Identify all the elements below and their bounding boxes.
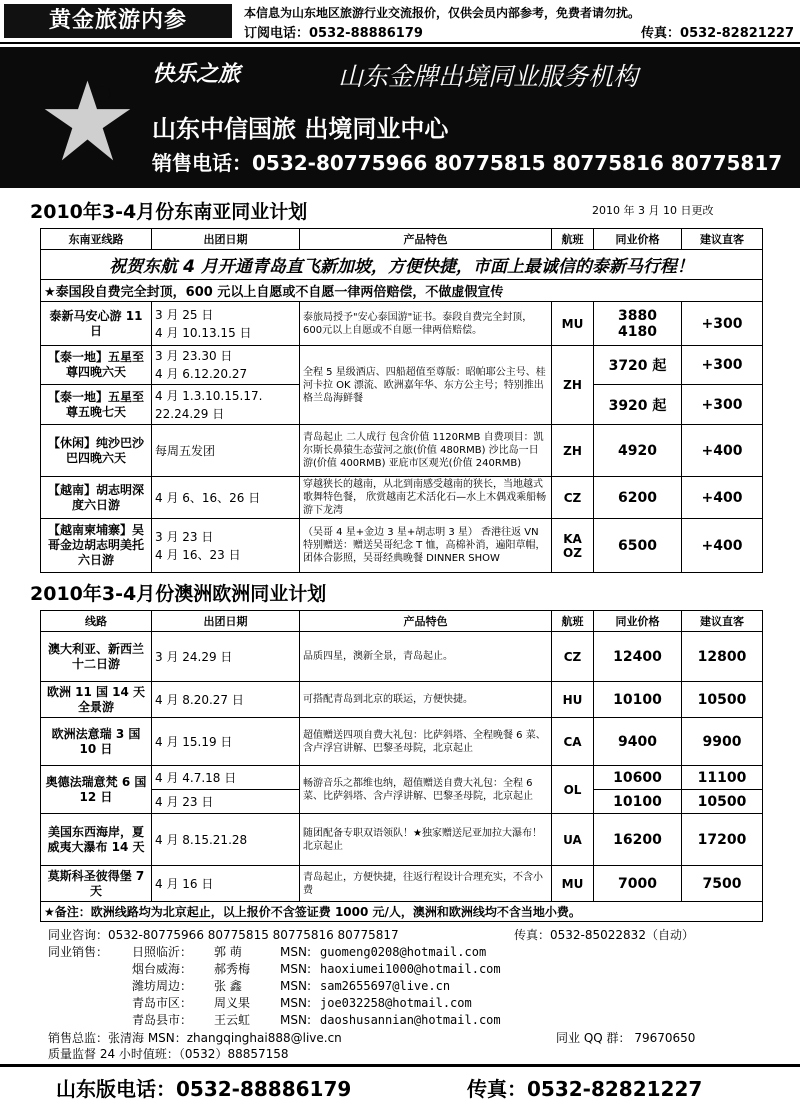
route-name: 奥德法瑞意梵 6 国 12 日 <box>41 766 152 814</box>
retail-price: 11100 <box>682 766 763 790</box>
route-name: 欧洲 11 国 14 天全景游 <box>41 682 152 718</box>
trade-price: 3720 起 <box>594 346 682 385</box>
warning-note: ★泰国段自费完全封顶，600 元以上自愿或不自愿一律两倍赔偿，不做虚假宣传 <box>41 280 763 302</box>
retail-price: +300 <box>682 385 763 425</box>
product-feature: 青岛起止 二人成行 包含价值 1120RMB 自费项目：凯尔斯长鼻猿生态萤河之旅(价值 480RMB) 沙比岛一日游(价值 400RMB) 亚庇市区观光(价值 240RMB) <box>300 425 552 477</box>
msn-account: joe032258@hotmail.com <box>320 996 472 1010</box>
col-header: 航班 <box>552 611 594 632</box>
route-name: 美国东西海岸，夏威夷大瀑布 14 天 <box>41 814 152 866</box>
flight-code: HU <box>552 682 594 718</box>
departure-date: 4 月 8.20.27 日 <box>152 682 300 718</box>
trade-price: 9400 <box>594 718 682 766</box>
departure-date: 4 月 8.15.21.28 <box>152 814 300 866</box>
route-name: 欧洲法意瑞 3 国 10 日 <box>41 718 152 766</box>
contact-area: 青岛县市： <box>132 1013 193 1027</box>
route-name: 【泰一地】五星至尊四晚六天 <box>41 346 152 385</box>
col-header: 线路 <box>41 611 152 632</box>
retail-price: 12800 <box>682 632 763 682</box>
trade-price: 6500 <box>594 519 682 573</box>
table-row <box>41 866 763 902</box>
trade-price: 6200 <box>594 477 682 519</box>
msn-account: daoshusannian@hotmail.com <box>320 1013 501 1027</box>
product-feature: 超值赠送四项自费大礼包：比萨斜塔、全程晚餐 6 菜、含卢浮宫讲解、巴黎圣母院，北京起止 <box>300 718 552 766</box>
retail-price: +300 <box>682 302 763 346</box>
product-feature: 全程 5 星级酒店、四船超值至尊版：昭帕耶公主号、桂河卡拉 OK 漂流、欧洲嘉年华、东方公主号；特别推出格兰岛海鲜餐 <box>300 346 552 425</box>
msn-label: MSN: <box>280 996 311 1010</box>
departure-date: 4 月 6.12.20.27 <box>155 367 248 381</box>
table-row <box>41 477 763 519</box>
col-header: 产品特色 <box>300 229 552 250</box>
header-contact <box>244 22 794 41</box>
flight-code: CA <box>552 718 594 766</box>
promo-banner: 祝贺东航 4 月开通青岛直飞新加坡，方便快捷，市面上最诚信的泰新马行程！ <box>41 250 763 280</box>
departure-date: 4 月 15.19 日 <box>152 718 300 766</box>
col-header: 东南亚线路 <box>41 229 152 250</box>
col-header: 出团日期 <box>152 611 300 632</box>
hero-banner <box>0 47 800 188</box>
retail-price: 17200 <box>682 814 763 866</box>
section2-title: 2010年3-4月份澳洲欧洲同业计划 <box>30 583 327 605</box>
col-header: 同业价格 <box>594 611 682 632</box>
trade-price: 12400 <box>594 632 682 682</box>
southeast-asia-table <box>40 228 763 573</box>
route-name: 【休闲】纯沙巴沙巴四晚六天 <box>41 425 152 477</box>
table-header-row <box>41 611 763 632</box>
flight-code: ZH <box>552 425 594 477</box>
retail-price: +400 <box>682 425 763 477</box>
product-feature: （吴哥 4 星+金边 3 星+胡志明 3 星） 香港往返 VN 特别赠送：赠送吴哥纪念 T 恤，高棉补消，遍阳草帽，团体合影照，吴哥经典晚餐 DINNER SHOW <box>300 519 552 573</box>
contact-area: 烟台威海： <box>132 962 193 976</box>
bottom-bar <box>0 1064 800 1103</box>
subscribe-phone: 订阅电话：0532-88886179 <box>244 26 423 41</box>
remark-note: ★备注：欧洲线路均为北京起止，以上报价不含签证费 1000 元/人，澳洲和欧洲线均不含当地小费。 <box>41 902 763 922</box>
departure-date: 4 月 1.3.10.15.17. <box>155 388 263 403</box>
australia-europe-table <box>40 610 763 922</box>
product-feature: 可搭配青岛到北京的联运，方便快捷。 <box>300 682 552 718</box>
trade-price: 7000 <box>594 866 682 902</box>
product-feature: 随团配备专职双语领队！★独家赠送尼亚加拉大瀑布！北京起止 <box>300 814 552 866</box>
retail-price: 7500 <box>682 866 763 902</box>
slogan-happy-trip: 快乐之旅 <box>152 62 241 87</box>
msn-account: sam2655697@live.cn <box>320 979 451 993</box>
flight-code: MU <box>552 866 594 902</box>
header-fax: 传真：0532-82821227 <box>641 26 794 41</box>
table-row <box>41 766 763 790</box>
flight-code: KA OZ <box>552 519 594 573</box>
flight-code: UA <box>552 814 594 866</box>
contact-area: 潍坊周边： <box>132 979 193 993</box>
updated-date: 2010 年 3 月 10 日更改 <box>592 204 714 217</box>
product-feature: 穿越狭长的越南，从北到南感受越南的狭长，当地越式歌舞特色餐， 欣赏越南艺术活化石—水上木偶戏乘船畅游下龙湾 <box>300 477 552 519</box>
trade-price: 10100 <box>594 790 682 814</box>
msn-label: MSN: <box>280 945 311 959</box>
table-row <box>41 682 763 718</box>
contact-area: 日照临沂： <box>132 945 193 959</box>
departure-date: 4 月 4.7.18 日 <box>152 766 300 790</box>
retail-price: 10500 <box>682 682 763 718</box>
product-feature: 青岛起止，方便快捷，往返行程设计合理充实，不含小费 <box>300 866 552 902</box>
table-header-row <box>41 229 763 250</box>
departure-date: 22.24.29 日 <box>155 406 225 421</box>
departure-date: 4 月 6、16、26 日 <box>152 477 300 519</box>
qq-group: 同业 QQ 群： 79670650 <box>556 1031 696 1045</box>
star-logo-icon <box>40 73 135 168</box>
msn-account: guomeng0208@hotmail.com <box>320 945 487 959</box>
route-name: 【越南柬埔寨】吴哥金边胡志明美托六日游 <box>41 519 152 573</box>
contact-name: 王云虹 <box>214 1013 251 1027</box>
trade-price: 4920 <box>594 425 682 477</box>
departure-date: 3 月 23 日 <box>155 529 214 544</box>
departure-date: 3 月 25 日 <box>155 307 214 322</box>
notice-text: 本信息为山东地区旅游行业交流报价，仅供会员内部参考，免费者请勿扰。 <box>244 6 641 20</box>
contact-name: 郝秀梅 <box>214 962 251 976</box>
sales-label: 同业销售： <box>48 945 109 959</box>
flight-code: MU <box>552 302 594 346</box>
brand-title: 黄金旅游内参 <box>4 4 232 38</box>
footer-fax: 传真：0532-82821227 <box>467 1077 703 1101</box>
contact-area: 青岛市区： <box>132 996 193 1010</box>
col-header: 建议直客 <box>682 611 763 632</box>
flight-code: CZ <box>552 632 594 682</box>
table-row <box>41 425 763 477</box>
trade-price: 10600 <box>594 766 682 790</box>
table-row <box>41 814 763 866</box>
table-row <box>41 346 763 385</box>
departure-date: 3 月 24.29 日 <box>152 632 300 682</box>
route-name: 莫斯科圣彼得堡 7 天 <box>41 866 152 902</box>
trade-price: 16200 <box>594 814 682 866</box>
consult-fax: 传真：0532-85022832（自动） <box>514 928 694 942</box>
flight-code: ZH <box>552 346 594 425</box>
hero-title: 山东中信国旅 出境同业中心 <box>152 115 449 143</box>
product-feature: 畅游音乐之都维也纳，超值赠送自费大礼包：全程 6 菜、比萨斜塔、含卢浮讲解、巴黎圣母院，北京起止 <box>300 766 552 814</box>
col-header: 出团日期 <box>152 229 300 250</box>
msn-label: MSN: <box>280 962 311 976</box>
col-header: 同业价格 <box>594 229 682 250</box>
route-name: 泰新马安心游 11 日 <box>41 302 152 346</box>
trade-price: 3920 起 <box>594 385 682 425</box>
col-header: 航班 <box>552 229 594 250</box>
slogan-service: 山东金牌出境同业服务机构 <box>338 62 639 91</box>
flight-code: OL <box>552 766 594 814</box>
departure-date: 每周五发团 <box>152 425 300 477</box>
retail-price: +300 <box>682 346 763 385</box>
retail-price: +400 <box>682 519 763 573</box>
product-feature: 品质四星，澳新全景，青岛起止。 <box>300 632 552 682</box>
flight-code: CZ <box>552 477 594 519</box>
col-header: 产品特色 <box>300 611 552 632</box>
table-row <box>41 302 763 346</box>
trade-price: 10100 <box>594 682 682 718</box>
top-bar <box>0 0 800 44</box>
trade-price: 3880 <box>618 307 657 324</box>
departure-date: 3 月 23.30 日 <box>155 349 233 363</box>
retail-price: 10500 <box>682 790 763 814</box>
msn-label: MSN: <box>280 979 311 993</box>
departure-date: 4 月 16、23 日 <box>155 547 241 562</box>
departure-date: 4 月 23 日 <box>152 790 300 814</box>
retail-price: 9900 <box>682 718 763 766</box>
route-name: 澳大利亚、新西兰十二日游 <box>41 632 152 682</box>
col-header: 建议直客 <box>682 229 763 250</box>
sales-director: 销售总监：张清海 MSN：zhangqinghai888@live.cn <box>48 1031 342 1045</box>
product-feature: 泰旅局授予"安心泰国游"证书。泰段自费完全封顶，600元以上自愿或不自愿一律两倍赔偿。 <box>300 302 552 346</box>
retail-price: +400 <box>682 477 763 519</box>
contact-name: 张 鑫 <box>214 979 242 993</box>
contact-name: 周义果 <box>214 996 251 1010</box>
departure-date: 4 月 10.13.15 日 <box>155 325 252 340</box>
route-name: 【泰一地】五星至尊五晚七天 <box>41 385 152 425</box>
departure-date: 4 月 16 日 <box>152 866 300 902</box>
quality-hotline: 质量监督 24 小时值班：（0532）88857158 <box>48 1047 289 1061</box>
msn-account: haoxiumei1000@hotmail.com <box>320 962 501 976</box>
table-row <box>41 718 763 766</box>
contact-name: 郭 萌 <box>214 945 242 959</box>
hero-phone: 销售电话：0532-80775966 80775815 80775816 80775817 <box>152 151 783 175</box>
trade-price: 4180 <box>618 323 657 340</box>
msn-label: MSN: <box>280 1013 311 1027</box>
table-row <box>41 632 763 682</box>
table-row <box>41 519 763 573</box>
footer-phone: 山东版电话：0532-88886179 <box>56 1077 352 1101</box>
consult-phone: 同业咨询：0532-80775966 80775815 80775816 80775817 <box>48 928 399 942</box>
route-name: 【越南】胡志明深度六日游 <box>41 477 152 519</box>
section1-title: 2010年3-4月份东南亚同业计划 <box>30 201 308 223</box>
